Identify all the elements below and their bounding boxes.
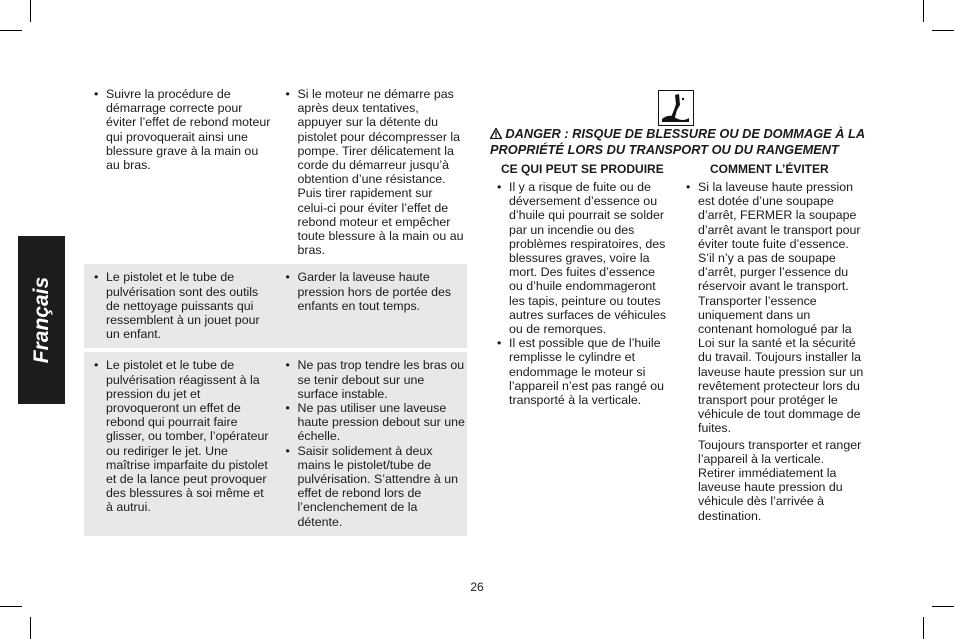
what-can-happen-column: [497, 180, 669, 407]
table-cell-prevention: [276, 264, 468, 348]
table-cell-prevention: [276, 84, 468, 264]
list-item: • Saisir solidement à deux mains le pistolet/tube de pulvérisation. S’attendre à un effet de rebond lors de l’enclenchement de la détente.: [284, 444, 466, 529]
table-cell-hazard: [84, 264, 276, 348]
list-item: • Le pistolet et le tube de pulvérisation sont des outils de nettoyage puissants qui ressemblent à un jouet pour un enfant.: [92, 270, 274, 341]
danger-heading: [490, 126, 890, 157]
language-tab: [18, 236, 65, 404]
table-row: [84, 84, 467, 264]
list-item: • Garder la laveuse haute pression hors de portée des enfants en tout temps.: [284, 270, 466, 313]
list-item: • Suivre la procédure de démarrage correcte pour éviter l’effet de rebond moteur qui provoquerait ainsi une blessure grave à la main ou au bras.: [92, 87, 274, 172]
crop-mark: [932, 30, 954, 31]
crop-mark: [0, 30, 22, 31]
language-tab-label: Français: [29, 276, 53, 364]
paragraph: Retirer immédiatement la laveuse haute pression du véhicule dès l’arrivée à destination.: [698, 466, 843, 523]
table-cell-prevention: [276, 352, 468, 535]
list-item: • Si la laveuse haute pression est dotée d’une soupape d’arrêt, FERMER la soupape d’arrêt avant le transport pour éviter toute fuite d’essence. S’il n’y a pas de soupape d’arrêt, purger l’essence du réservoir avant le transport. Transporter l’essence uniquement dans un contenant homologué par la Loi sur la santé et la sécurité du travail. Toujours installer la laveuse haute pression sur un revêtement protecteur lors du transport pour protéger le véhicule de tout dommage de fuites.: [686, 180, 868, 436]
crop-mark: [923, 0, 924, 22]
fuel-spill-hazard-icon: [658, 90, 694, 126]
crop-mark: [923, 617, 924, 639]
list-item: • Il est possible que de l’huile remplisse le cylindre et endommage le moteur si l’appareil n’est pas rangé ou transporté à la verticale.: [497, 336, 669, 407]
list-item: • Ne pas trop tendre les bras ou se tenir debout sur une surface instable.: [284, 358, 466, 401]
warning-triangle-icon: [490, 127, 505, 141]
list-item: • Ne pas utiliser une laveuse haute pression debout sur une échelle.: [284, 401, 466, 444]
table-cell-hazard: [84, 84, 276, 264]
what-can-happen-header: CE QUI PEUT SE PRODUIRE: [501, 162, 664, 176]
table-row: [84, 264, 467, 348]
how-to-prevent-column: [686, 180, 868, 523]
how-to-prevent-header: COMMENT L’ÉVITER: [710, 162, 829, 176]
paragraph: Toujours transporter et ranger l’appareil à la verticale.: [698, 437, 862, 466]
list-item: • Si le moteur ne démarre pas après deux tentatives, appuyer sur la détente du pistolet pour décompresser la pompe. Tirer délicatement la corde du démarreur jusqu’à obtention d’une résistance. Puis tirer rapidement sur celui-ci pour éviter l’effet de rebond moteur et empêcher toute blessure à la main ou au bras.: [284, 87, 466, 257]
list-item: • Le pistolet et le tube de pulvérisation réagissent à la pression du jet et provoqueront un effet de rebond qui pourrait faire glisser, ou tomber, l’opérateur ou rediriger le jet. Une maîtrise imparfaite du pistolet et de la lance peut provoquer des blessures à soi même et à autrui.: [92, 358, 274, 514]
danger-heading-text: DANGER : RISQUE DE BLESSURE OU DE DOMMAGE À LA PROPRIÉTÉ LORS DU TRANSPORT OU DU RANGEMENT: [490, 126, 865, 157]
crop-mark: [0, 606, 22, 607]
safety-table: [84, 84, 467, 536]
page-number: 26: [470, 580, 484, 594]
table-row: [84, 352, 467, 535]
crop-mark: [30, 0, 31, 22]
list-item: • Il y a risque de fuite ou de déversement d’essence ou d’huile qui pourrait se solder par un incendie ou des problèmes respiratoires, des blessures graves, voire la mort. Des fuites d’essence ou d’huile endommageront les tapis, peinture ou toutes autres surfaces de véhicules ou de remorques.: [497, 180, 669, 336]
table-cell-hazard: [84, 352, 276, 535]
crop-mark: [30, 617, 31, 639]
crop-mark: [932, 606, 954, 607]
